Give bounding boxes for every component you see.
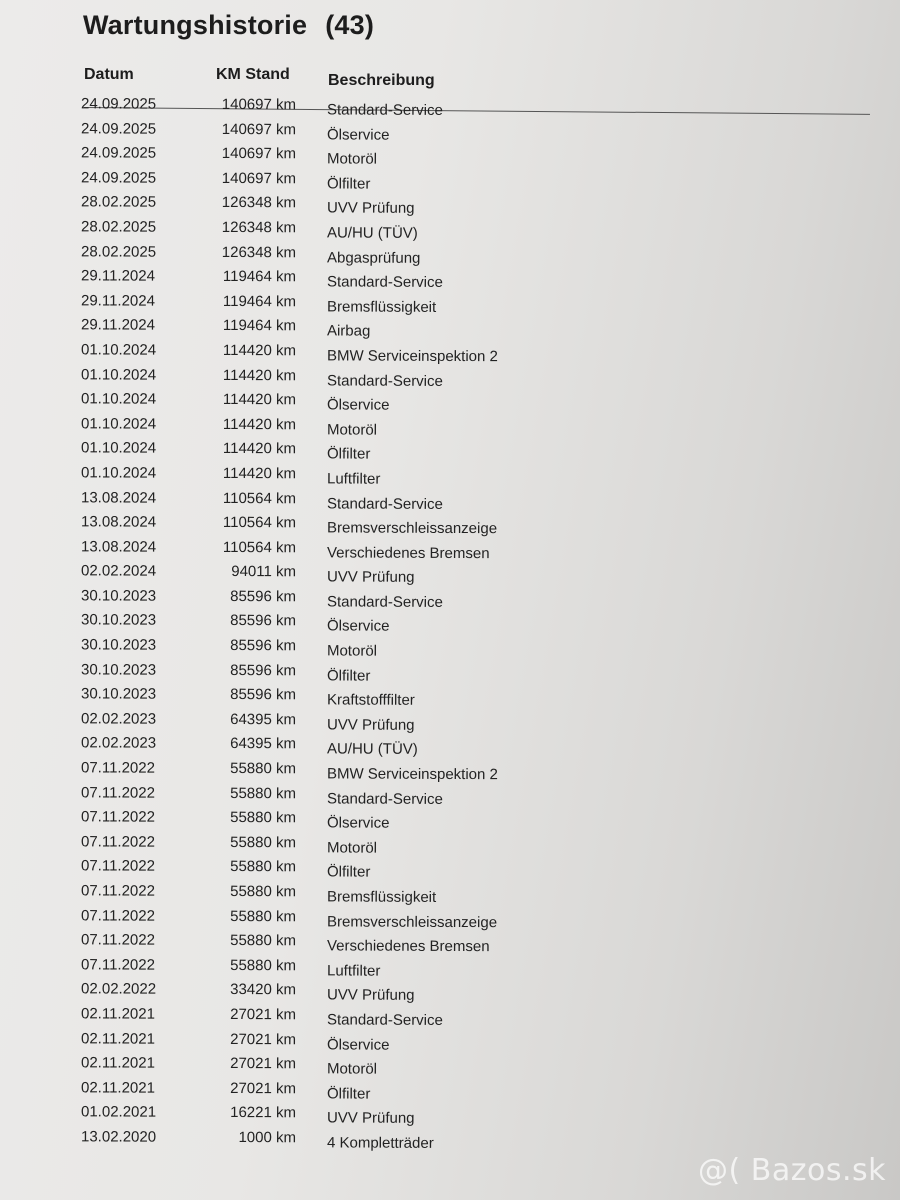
row-description: Ölfilter <box>326 445 371 463</box>
title-text: Wartungshistorie <box>83 10 308 40</box>
row-description: Ölfilter <box>326 175 371 193</box>
row-description: UVV Prüfung <box>326 568 415 587</box>
row-description: Ölfilter <box>326 863 371 882</box>
row-km: 140697 km <box>221 120 297 138</box>
table-row <box>0 144 900 173</box>
row-date: 30.10.2023 <box>80 685 157 703</box>
row-description: Bremsflüssigkeit <box>326 298 437 316</box>
row-date: 24.09.2025 <box>80 119 157 138</box>
table-row <box>0 513 900 542</box>
row-description: Motoröl <box>326 150 378 168</box>
table-row <box>0 931 900 960</box>
row-description: AU/HU (TÜV) <box>326 740 418 759</box>
row-date: 01.10.2024 <box>80 365 157 384</box>
table-row <box>0 1054 900 1083</box>
row-date: 13.08.2024 <box>80 488 157 507</box>
row-km: 114420 km <box>222 415 297 434</box>
row-km: 55880 km <box>230 883 297 901</box>
page-title <box>83 10 374 41</box>
row-km: 119464 km <box>222 292 297 311</box>
table-row <box>0 808 900 837</box>
row-km: 1000 km <box>238 1128 297 1147</box>
row-km: 140697 km <box>221 145 297 163</box>
row-description: UVV Prüfung <box>326 199 415 218</box>
watermark: @( Bazos.sk <box>698 1153 886 1188</box>
row-date: 07.11.2022 <box>80 906 156 925</box>
maintenance-table-body <box>0 95 900 1153</box>
row-km: 119464 km <box>222 268 297 286</box>
row-km: 55880 km <box>230 956 297 975</box>
row-km: 94011 km <box>231 563 297 581</box>
row-km: 110564 km <box>222 538 297 556</box>
row-km: 126348 km <box>221 243 297 261</box>
row-description: Ölfilter <box>326 1085 371 1103</box>
row-date: 24.09.2025 <box>80 95 157 113</box>
row-km: 114420 km <box>222 440 297 458</box>
table-row <box>0 267 900 296</box>
row-description: BMW Serviceinspektion 2 <box>326 347 498 366</box>
row-description: 4 Kompletträder <box>326 1134 434 1152</box>
table-row <box>0 464 900 493</box>
row-km: 110564 km <box>222 489 297 507</box>
row-km: 85596 km <box>230 661 297 679</box>
table-row <box>0 439 900 468</box>
row-km: 27021 km <box>230 1055 297 1073</box>
table-row <box>0 882 900 911</box>
row-date: 13.08.2024 <box>80 513 157 531</box>
row-date: 30.10.2023 <box>80 661 157 679</box>
row-description: Standard-Service <box>326 371 443 390</box>
row-date: 07.11.2022 <box>80 857 156 876</box>
row-date: 24.09.2025 <box>80 144 157 162</box>
row-date: 01.10.2024 <box>80 439 157 457</box>
row-description: Standard-Service <box>326 494 443 513</box>
table-row <box>0 341 900 370</box>
row-description: Ölfilter <box>326 667 371 685</box>
row-date: 01.10.2024 <box>80 390 157 408</box>
row-km: 119464 km <box>222 317 297 335</box>
row-km: 64395 km <box>230 710 297 729</box>
row-description: Bremsverschleissanzeige <box>326 519 498 538</box>
table-row <box>0 562 900 591</box>
table-row <box>0 1103 900 1132</box>
row-description: Motoröl <box>326 839 378 857</box>
row-description: UVV Prüfung <box>326 1109 415 1128</box>
row-km: 16221 km <box>230 1104 297 1122</box>
row-km: 114420 km <box>222 366 297 384</box>
row-date: 07.11.2022 <box>80 931 156 949</box>
row-description: Motoröl <box>326 642 378 660</box>
row-description: UVV Prüfung <box>326 986 415 1005</box>
row-km: 85596 km <box>230 587 297 606</box>
row-km: 140697 km <box>221 95 297 114</box>
row-km: 64395 km <box>230 735 297 753</box>
row-date: 01.10.2024 <box>80 415 157 433</box>
table-row <box>0 759 900 788</box>
row-date: 02.02.2023 <box>80 734 157 753</box>
table-row <box>0 636 900 665</box>
row-description: Motoröl <box>326 421 378 439</box>
row-km: 85596 km <box>230 637 297 655</box>
row-description: Luftfilter <box>326 962 381 980</box>
row-description: Standard-Service <box>326 1011 443 1029</box>
row-km: 27021 km <box>230 1079 297 1098</box>
row-date: 07.11.2022 <box>80 882 156 900</box>
row-km: 114420 km <box>222 464 297 483</box>
row-date: 29.11.2024 <box>80 292 156 310</box>
row-km: 27021 km <box>230 1005 297 1024</box>
row-km: 140697 km <box>221 169 297 188</box>
row-description: UVV Prüfung <box>326 716 415 734</box>
row-description: Ölservice <box>326 396 390 414</box>
row-date: 30.10.2023 <box>80 611 157 630</box>
row-date: 01.10.2024 <box>80 341 157 359</box>
row-description: Luftfilter <box>326 470 381 488</box>
row-date: 01.02.2021 <box>80 1103 157 1122</box>
table-row <box>0 685 900 714</box>
row-date: 07.11.2022 <box>80 808 156 826</box>
row-km: 126348 km <box>221 218 297 237</box>
row-description: Standard-Service <box>326 593 443 611</box>
column-header-date: Datum <box>84 66 134 83</box>
row-description: Bremsverschleissanzeige <box>326 913 498 931</box>
row-description: Ölservice <box>326 1035 390 1054</box>
table-row <box>0 390 900 419</box>
row-km: 33420 km <box>230 981 297 999</box>
row-description: Bremsflüssigkeit <box>326 888 437 906</box>
row-date: 29.11.2024 <box>80 316 156 335</box>
row-date: 28.02.2025 <box>80 218 157 236</box>
row-description: BMW Serviceinspektion 2 <box>326 765 498 784</box>
table-row <box>0 95 900 124</box>
row-date: 02.11.2021 <box>80 1079 156 1097</box>
row-description: Kraftstofffilter <box>326 691 415 710</box>
row-date: 02.02.2022 <box>80 980 157 999</box>
table-header <box>0 66 900 96</box>
table-row <box>0 218 900 247</box>
row-km: 126348 km <box>221 194 297 212</box>
row-km: 55880 km <box>230 784 297 802</box>
row-km: 85596 km <box>230 612 297 630</box>
row-description: Verschiedenes Bremsen <box>326 937 490 956</box>
row-description: Standard-Service <box>326 790 443 808</box>
row-date: 28.02.2025 <box>80 242 157 261</box>
row-km: 114420 km <box>222 391 297 409</box>
row-km: 55880 km <box>230 760 297 778</box>
row-description: AU/HU (TÜV) <box>326 224 418 242</box>
row-date: 07.11.2022 <box>80 833 156 851</box>
row-km: 27021 km <box>230 1030 297 1048</box>
row-description: Abgasprüfung <box>326 248 421 267</box>
row-date: 30.10.2023 <box>80 587 157 605</box>
row-date: 29.11.2024 <box>80 267 156 285</box>
row-date: 02.02.2023 <box>80 710 157 728</box>
row-description: Ölservice <box>326 126 390 144</box>
row-date: 07.11.2022 <box>80 759 156 777</box>
row-km: 55880 km <box>230 858 297 876</box>
row-date: 24.09.2025 <box>80 169 157 187</box>
table-row <box>0 316 900 345</box>
row-date: 02.02.2024 <box>80 562 157 580</box>
row-date: 02.11.2021 <box>80 1005 156 1023</box>
row-km: 110564 km <box>222 514 297 532</box>
row-km: 55880 km <box>230 932 297 950</box>
entry-count: (43) <box>325 10 375 40</box>
row-description: Standard-Service <box>326 273 443 292</box>
row-km: 85596 km <box>230 686 297 704</box>
row-date: 28.02.2025 <box>80 193 157 212</box>
row-date: 07.11.2022 <box>80 956 156 974</box>
row-date: 02.11.2021 <box>80 1054 156 1072</box>
row-date: 13.08.2024 <box>80 538 157 556</box>
column-header-description: Beschreibung <box>328 72 435 89</box>
row-date: 07.11.2022 <box>80 783 156 802</box>
row-km: 55880 km <box>230 907 297 925</box>
row-description: Motoröl <box>326 1060 378 1078</box>
row-date: 01.10.2024 <box>80 464 157 482</box>
row-description: Standard-Service <box>326 101 443 119</box>
row-date: 30.10.2023 <box>80 636 157 654</box>
row-km: 55880 km <box>230 809 297 827</box>
row-description: Airbag <box>326 322 371 340</box>
row-date: 02.11.2021 <box>80 1029 156 1048</box>
column-header-km: KM Stand <box>216 66 290 83</box>
table-row <box>0 1005 900 1034</box>
row-km: 114420 km <box>222 341 297 360</box>
row-date: 13.02.2020 <box>80 1128 157 1146</box>
row-description: Verschiedenes Bremsen <box>326 544 490 562</box>
row-description: Ölservice <box>326 814 390 832</box>
row-km: 55880 km <box>230 833 297 852</box>
row-description: Ölservice <box>326 617 390 636</box>
